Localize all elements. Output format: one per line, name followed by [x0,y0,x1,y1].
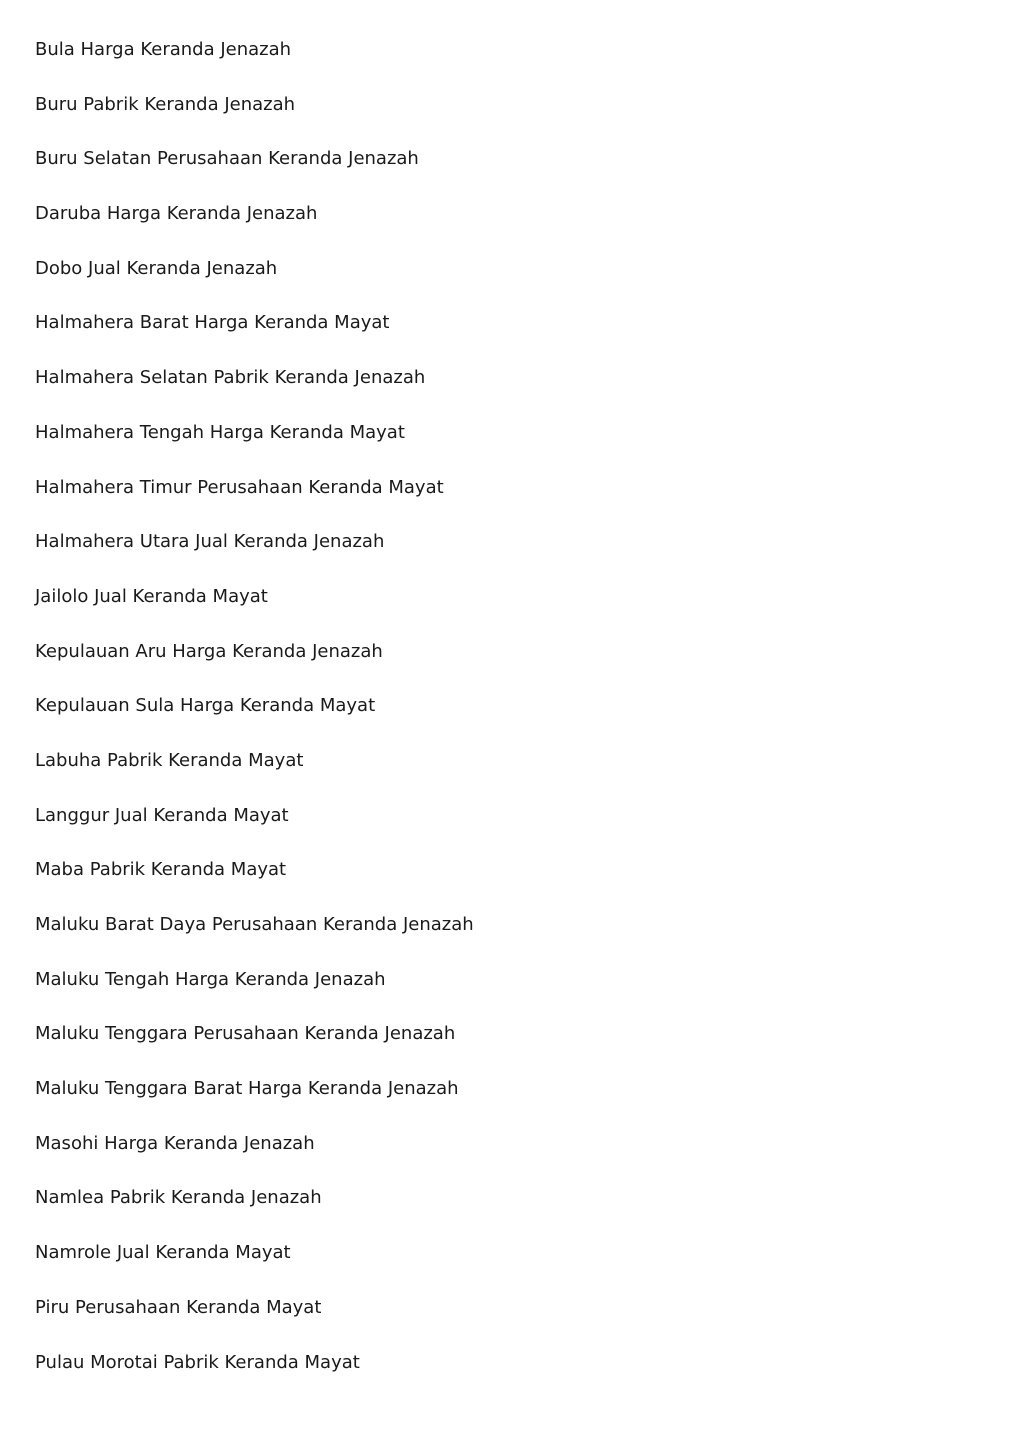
list-item: Maluku Tenggara Perusahaan Keranda Jenazah [35,1023,456,1045]
list-item: Halmahera Timur Perusahaan Keranda Mayat [35,476,444,498]
list-item: Maluku Barat Daya Perusahaan Keranda Jenazah [35,914,474,935]
list-item: Piru Perusahaan Keranda Mayat [35,1296,322,1318]
list-item: Masohi Harga Keranda Jenazah [35,1132,315,1154]
list-item: Buru Pabrik Keranda Jenazah [35,93,296,115]
list-item: Labuha Pabrik Keranda Mayat [35,749,304,771]
list-item: Maba Pabrik Keranda Mayat [35,859,287,881]
list-item: Dobo Jual Keranda Jenazah [35,257,278,279]
list-item: Bula Harga Keranda Jenazah [35,39,292,60]
list-item: Halmahera Tengah Harga Keranda Mayat [35,421,405,443]
list-item: Pulau Morotai Pabrik Keranda Mayat [35,1351,360,1373]
list-item: Maluku Tengah Harga Keranda Jenazah [35,968,386,990]
list-item: Daruba Harga Keranda Jenazah [35,203,318,225]
list-item: Namrole Jual Keranda Mayat [35,1242,291,1264]
list-item: Kepulauan Sula Harga Keranda Mayat [35,695,376,717]
list-item: Halmahera Barat Harga Keranda Mayat [35,312,390,334]
list-item: Namlea Pabrik Keranda Jenazah [35,1187,322,1209]
list-item: Halmahera Utara Jual Keranda Jenazah [35,531,385,553]
list-item: Buru Selatan Perusahaan Keranda Jenazah [35,148,419,170]
list-item: Kepulauan Aru Harga Keranda Jenazah [35,640,383,662]
list-item: Halmahera Selatan Pabrik Keranda Jenazah [35,367,426,389]
list-item: Maluku Tenggara Barat Harga Keranda Jenazah [35,1078,459,1100]
location-list [35,36,474,1403]
list-item: Jailolo Jual Keranda Mayat [35,585,268,607]
list-item: Langgur Jual Keranda Mayat [35,804,289,826]
